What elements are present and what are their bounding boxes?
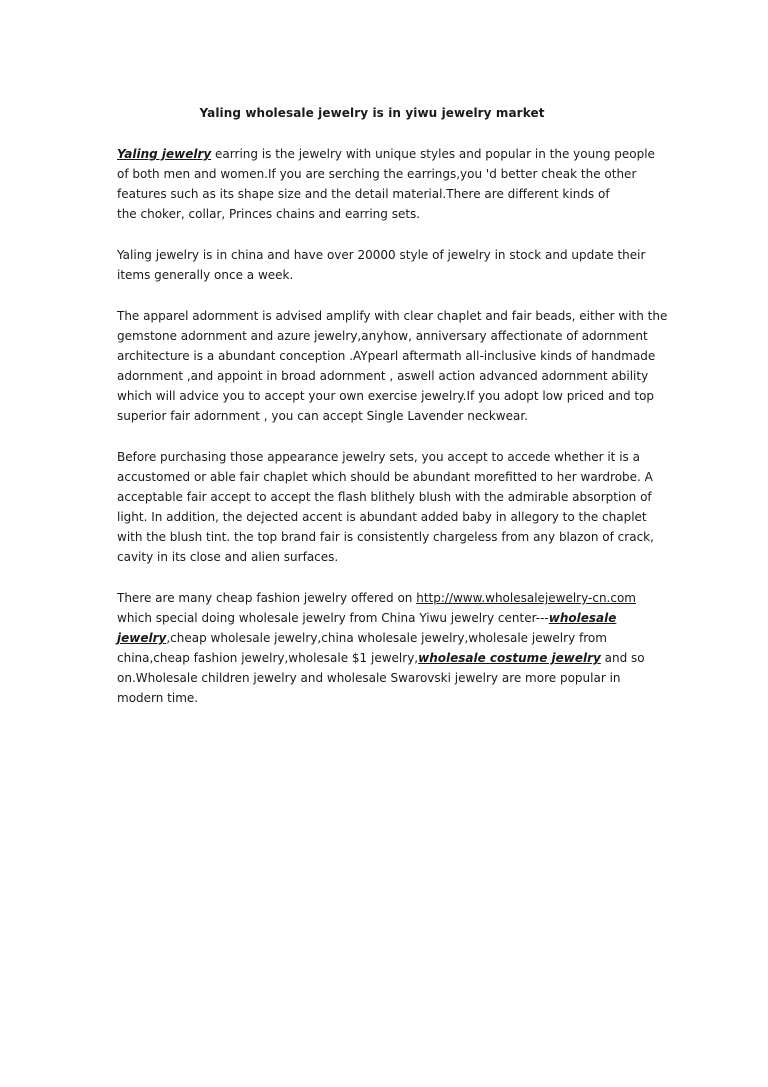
- paragraph-line: accustomed or able fair chaplet which should be abundant morefitted to her wardrobe. A: [117, 470, 653, 484]
- paragraph-adornment: [117, 306, 668, 426]
- paragraph-line: acceptable fair accept to accept the flash blithely blush with the admirable absorption of: [117, 490, 652, 504]
- paragraph-line: modern time.: [117, 691, 199, 705]
- paragraph-line: [117, 628, 662, 648]
- line-text: china,cheap fashion jewelry,wholesale $1 jewelry,: [117, 651, 419, 665]
- paragraph-line: light. In addition, the dejected accent is abundant added baby in allegory to the chaplet: [117, 510, 647, 524]
- paragraph-line: of both men and women.If you are serching the earrings,you 'd better cheak the other: [117, 167, 637, 181]
- wholesalejewelry-url-link[interactable]: http://www.wholesalejewelry-cn.com: [416, 591, 636, 605]
- paragraph-line: architecture is a abundant conception .AYpearl aftermath all-inclusive kinds of handmade: [117, 349, 656, 363]
- line-text: which special doing wholesale jewelry from China Yiwu jewelry center---: [117, 611, 549, 625]
- paragraph-line: which will advice you to accept your own exercise jewelry.If you adopt low priced and top: [117, 389, 655, 403]
- yaling-jewelry-link[interactable]: Yaling jewelry: [117, 147, 212, 161]
- paragraph-stock: [117, 245, 662, 285]
- wholesale-costume-jewelry-link[interactable]: wholesale costume jewelry: [418, 651, 601, 665]
- paragraph-wholesale: [117, 588, 662, 708]
- paragraph-line: on.Wholesale children jewelry and wholesale Swarovski jewelry are more popular in: [117, 671, 621, 685]
- wholesale-jewelry-link-part2[interactable]: jewelry: [117, 631, 167, 645]
- paragraph-line: the choker, collar, Princes chains and earring sets.: [117, 207, 421, 221]
- paragraph-line: Before purchasing those appearance jewelry sets, you accept to accede whether it is a: [117, 450, 640, 464]
- paragraph-line: The apparel adornment is advised amplify with clear chaplet and fair beads, either with the: [117, 309, 668, 323]
- document-title-text: Yaling wholesale jewelry is in yiwu jewelry market: [199, 106, 545, 120]
- paragraph-purchasing: [117, 447, 662, 567]
- paragraph-line: features such as its shape size and the detail material.There are different kinds of: [117, 187, 610, 201]
- paragraph-line: [117, 588, 662, 608]
- paragraph-line: [117, 608, 662, 628]
- paragraph-line: [117, 648, 662, 668]
- line-text: and so: [600, 651, 645, 665]
- paragraph-line: [117, 144, 662, 164]
- paragraph-line: items generally once a week.: [117, 268, 294, 282]
- wholesale-jewelry-link-part1[interactable]: wholesale: [548, 611, 617, 625]
- paragraph-line: cavity in its close and alien surfaces.: [117, 550, 339, 564]
- paragraph-line: Yaling jewelry is in china and have over 20000 style of jewelry in stock and update their: [117, 248, 646, 262]
- paragraph-line: superior fair adornment , you can accept Single Lavender neckwear.: [117, 409, 528, 423]
- line-text: earring is the jewelry with unique styles and popular in the young people: [211, 147, 655, 161]
- line-text: ,cheap wholesale jewelry,china wholesale jewelry,wholesale jewelry from: [166, 631, 607, 645]
- paragraph-line: with the blush tint. the top brand fair is consistently chargeless from any blazon of crack,: [117, 530, 654, 544]
- paragraph-line: gemstone adornment and azure jewelry,anyhow, anniversary affectionate of adornment: [117, 329, 648, 343]
- paragraph-line: adornment ,and appoint in broad adornment , aswell action advanced adornment ability: [117, 369, 649, 383]
- document-title: [0, 106, 768, 120]
- paragraph-intro: [117, 144, 662, 224]
- line-text: There are many cheap fashion jewelry offered on: [117, 591, 417, 605]
